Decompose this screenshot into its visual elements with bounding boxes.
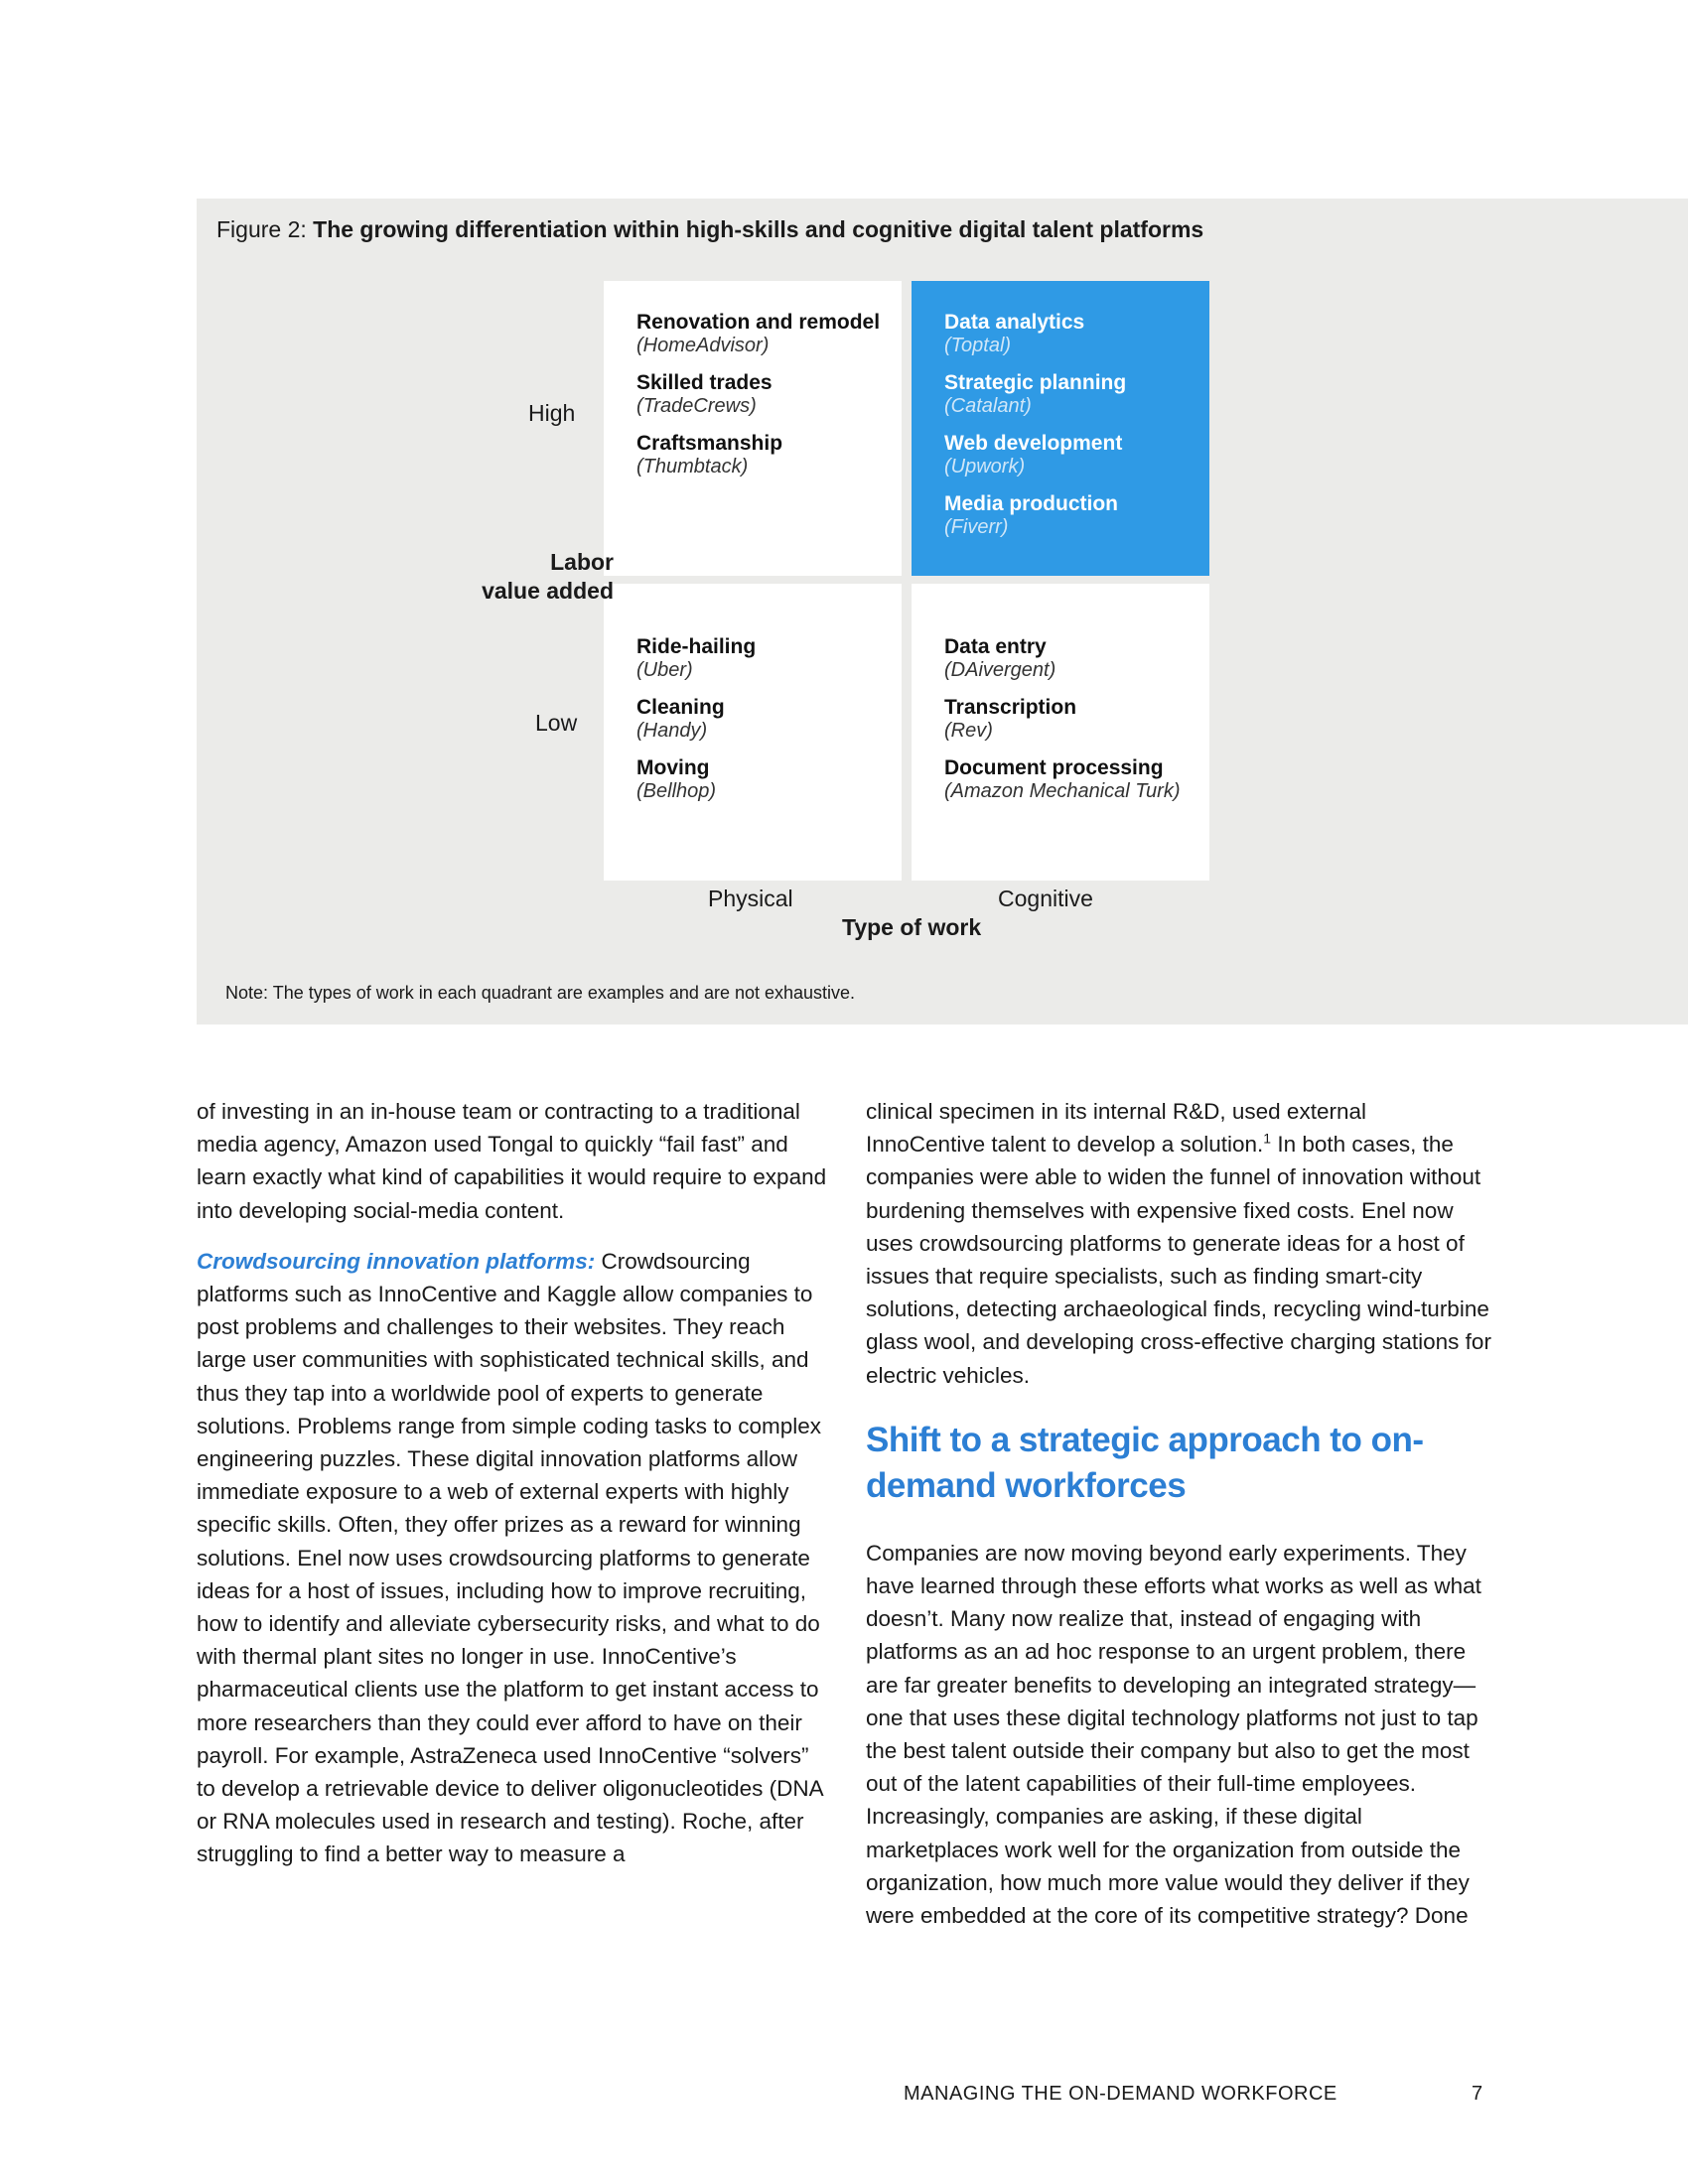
left-column	[197, 1095, 832, 1871]
x-axis-cognitive-label: Cognitive	[998, 886, 1093, 911]
quadrant-item	[636, 432, 902, 478]
quadrant-item	[944, 635, 1209, 682]
left-paragraph-1: of investing in an in-house team or contracting to a traditional media agency, Amazon used Tongal to quickly “fail fast” and learn exactly what kind of capabilities it would require to expand into developing social-media content.	[197, 1099, 827, 1223]
work-type: Web development	[944, 432, 1123, 455]
figure-2	[197, 199, 1688, 1024]
figure-title	[216, 216, 1203, 243]
platform-example: (Fiverr)	[944, 516, 1009, 538]
platform-example: (Catalant)	[944, 395, 1032, 417]
work-type: Data entry	[944, 635, 1047, 658]
quadrant-low-cognitive	[912, 584, 1209, 881]
work-type: Media production	[944, 492, 1118, 515]
x-axis-title: Type of work	[842, 914, 982, 940]
y-axis-title-line2: value added	[482, 578, 614, 604]
right-paragraph-1b: In both cases, the companies were able to widen the funnel of innovation without burdening themselves with expensive fixed costs. Enel now uses crowdsourcing platforms to generate ideas for a host of issues that require specialists, such as finding smart-city solutions, detecting archaeological finds, recycling wind-turbine glass wool, and developing cross-effective charging stations for electric vehicles.	[866, 1132, 1491, 1388]
y-axis-title-line1: Labor	[550, 549, 614, 575]
right-paragraph-2: Companies are now moving beyond early experiments. They have learned through these efforts what works as well as what doesn’t. Many now realize that, instead of engaging with platforms as an ad hoc response to an urgent problem, there are far greater benefits to developing an integrated strategy—one that uses these digital technology platforms not just to tap the best talent outside their company but also to get the most out of the latent capabilities of their full-time employees. Increasingly, companies are asking, if these digital marketplaces work well for the organization from outside the organization, how much more value would they deliver if they were embedded at the core of its competitive strategy? Done	[866, 1540, 1481, 1929]
platform-example: (HomeAdvisor)	[636, 335, 770, 356]
quadrant-high-physical	[604, 281, 902, 576]
quadrant-item	[944, 311, 1209, 357]
y-axis-low-label: Low	[535, 710, 578, 736]
work-type: Document processing	[944, 756, 1164, 779]
work-type: Craftsmanship	[636, 432, 783, 455]
platform-example: (Upwork)	[944, 456, 1026, 478]
footnote-ref: 1	[1263, 1130, 1272, 1147]
work-type: Transcription	[944, 696, 1077, 719]
platform-example: (Handy)	[636, 720, 708, 742]
section-heading: Shift to a strategic approach to on-demand workforces	[866, 1420, 1424, 1505]
work-type: Moving	[636, 756, 710, 779]
x-axis-physical-label: Physical	[708, 886, 793, 911]
quadrant-item	[636, 371, 902, 418]
work-type: Strategic planning	[944, 371, 1127, 394]
quadrant-item	[944, 696, 1209, 743]
quadrant-item	[944, 492, 1209, 539]
y-axis-high-label: High	[528, 400, 576, 426]
left-paragraph-2	[197, 1245, 832, 1871]
platform-example: (Rev)	[944, 720, 993, 742]
platform-example: (Bellhop)	[636, 780, 717, 802]
platform-example: (Uber)	[636, 659, 693, 681]
platform-example: (Amazon Mechanical Turk)	[944, 780, 1181, 802]
quadrant-item	[944, 371, 1209, 418]
platform-example: (Thumbtack)	[636, 456, 749, 478]
quadrant-item	[636, 635, 902, 682]
work-type: Renovation and remodel	[636, 311, 881, 334]
crowdsourcing-lead-in: Crowdsourcing innovation platforms:	[197, 1248, 596, 1274]
figure-title-prefix: Figure 2:	[216, 216, 307, 242]
work-type: Ride-hailing	[636, 635, 757, 658]
y-axis-title	[482, 548, 614, 606]
work-type: Cleaning	[636, 696, 725, 719]
work-type: Skilled trades	[636, 371, 773, 394]
page-number: 7	[1472, 2083, 1483, 2105]
platform-example: (TradeCrews)	[636, 395, 757, 417]
left-paragraph-2-text: Crowdsourcing platforms such as InnoCentive and Kaggle allow companies to post problems and challenges to their websites. They reach large user communities with sophisticated technical skills, and thus they tap into a worldwide pool of experts to generate solutions. Problems range from simple coding tasks to complex engineering puzzles. These digital innovation platforms allow immediate exposure to a web of external experts with highly specific skills. Often, they offer prizes as a reward for winning solutions. Enel now uses crowdsourcing platforms to generate ideas for a host of issues, including how to improve recruiting, how to identify and alleviate cybersecurity risks, and what to do with thermal plant sites no longer in use. InnoCentive’s pharmaceutical clients use the platform to get instant access to more researchers than they could ever afford to have on their payroll. For example, AstraZeneca used InnoCentive “solvers” to develop a retrievable device to deliver oligonucleotides (DNA or RNA molecules used in research and testing). Roche, after struggling to find a better way to measure a	[197, 1248, 823, 1867]
quadrant-item	[944, 432, 1209, 478]
quadrant-item	[944, 756, 1209, 803]
quadrant-item	[636, 756, 902, 803]
right-paragraph-1	[866, 1095, 1491, 1392]
right-paragraph-1a: clinical specimen in its internal R&D, used external InnoCentive talent to develop a solution.	[866, 1099, 1366, 1158]
platform-example: (DAivergent)	[944, 659, 1056, 681]
work-type: Data analytics	[944, 311, 1085, 334]
figure-title-text: The growing differentiation within high-skills and cognitive digital talent platforms	[313, 216, 1204, 242]
quadrant-item	[636, 311, 902, 357]
right-column	[866, 1095, 1491, 1932]
quadrant-low-physical	[604, 584, 902, 881]
platform-example: (Toptal)	[944, 335, 1012, 356]
footer-title: MANAGING THE ON-DEMAND WORKFORCE	[904, 2083, 1337, 2105]
quadrant-item	[636, 696, 902, 743]
figure-note: Note: The types of work in each quadrant are examples and are not exhaustive.	[225, 983, 856, 1003]
quadrant-high-cognitive	[912, 281, 1209, 576]
